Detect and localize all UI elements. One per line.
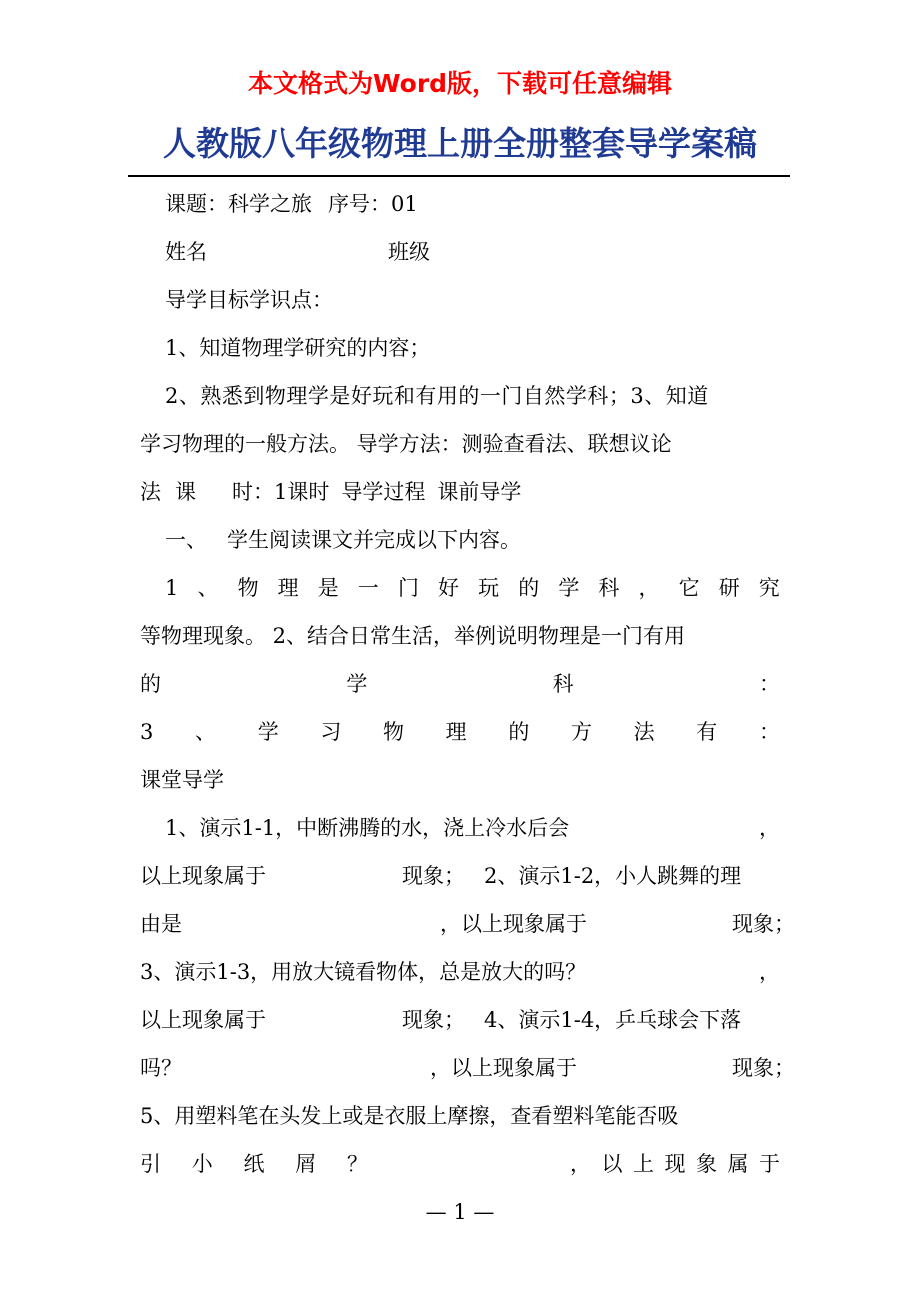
header-rule [128, 175, 790, 177]
question-3: 3 、 学 习 物 理 的 方 法 有 ： [140, 720, 780, 744]
method-line: 学习物理的一般方法。 导学方法：测验查看法、联想议论 [140, 432, 672, 456]
hours-label-2: 时：1课时 [232, 480, 330, 504]
lesson-number: 序号：01 [328, 192, 418, 216]
demo-3: 3、演示1-3，用放大镜看物体，总是放大的吗？ ， [140, 960, 780, 984]
lesson-topic: 课题：科学之旅 [165, 192, 312, 216]
method-tail: 法 [140, 480, 161, 504]
hours-label-1: 课 [175, 480, 196, 504]
demo-4: 吗？ ，以上现象属于 现象； [140, 1056, 795, 1080]
process-label: 导学过程 [341, 480, 426, 504]
goal-2-3: 2、熟悉到物理学是好玩和有用的一门自然学科；3、知道 [165, 384, 709, 408]
demo-2: 由是 ，以上现象属于 现象； [140, 912, 795, 936]
goals-heading: 导学目标学识点： [165, 288, 333, 312]
demo-1-2: 以上现象属于 现象； 2、演示1-2，小人跳舞的理 [140, 864, 742, 888]
class-hours-line [140, 468, 780, 516]
demo-5: 5、用塑料笔在头发上或是衣服上摩擦，查看塑料笔能否吸 [140, 1104, 679, 1128]
demo-1: 1、演示1-1，中断沸腾的水，浇上冷水后会 ， [165, 816, 780, 840]
demo-3-4: 以上现象属于 现象； 4、演示1-4，乒乓球会下落 [140, 1008, 742, 1032]
page-number: — 1 — [425, 1200, 495, 1224]
question-2-cont: 的 学 科 ： [140, 672, 780, 696]
document-title: 人教版八年级物理上册全册整套导学案稿 [163, 124, 757, 163]
preclass-label: 课前导学 [437, 480, 522, 504]
class-label: 班级 [388, 240, 430, 264]
lesson-topic-line [165, 180, 780, 228]
goal-1: 1、知道物理学研究的内容； [165, 336, 431, 360]
name-label: 姓名 [165, 240, 207, 264]
in-class-heading: 课堂导学 [140, 768, 224, 792]
section-number: 一、 [165, 528, 207, 552]
name-class-line [165, 228, 780, 276]
demo-5-cont: 引 小 纸 屑 ？ ， 以 上 现 象 属 于 [140, 1152, 780, 1176]
format-notice: 本文格式为Word版，下载可任意编辑 [247, 69, 673, 98]
section-text: 学生阅读课文并完成以下内容。 [227, 528, 521, 552]
question-1-cont: 等物理现象。 2、结合日常生活，举例说明物理是一门有用 [140, 624, 686, 648]
section-one [165, 516, 780, 564]
question-1: 1 、 物 理 是 一 门 好 玩 的 学 科 ， 它 研 究 [165, 576, 780, 600]
